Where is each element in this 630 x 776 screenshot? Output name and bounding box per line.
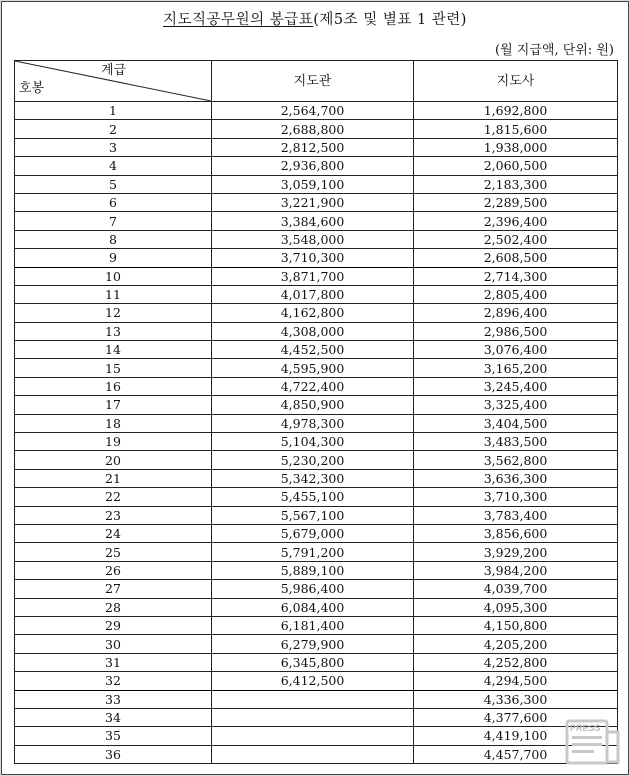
corner-header [15, 61, 212, 102]
jidogwan-cell [212, 727, 414, 745]
jidosa-cell: 4,150,800 [414, 616, 618, 634]
jidogwan-cell: 5,567,100 [212, 506, 414, 524]
jidosa-cell: 3,562,800 [414, 451, 618, 469]
table-row [15, 727, 618, 745]
table-row [15, 635, 618, 653]
step-cell: 21 [15, 469, 212, 487]
table-row [15, 193, 618, 211]
jidosa-cell: 4,419,100 [414, 727, 618, 745]
step-cell: 14 [15, 341, 212, 359]
jidosa-cell: 4,377,600 [414, 708, 618, 726]
step-cell: 12 [15, 304, 212, 322]
table-row [15, 543, 618, 561]
step-cell: 28 [15, 598, 212, 616]
table-row [15, 690, 618, 708]
step-cell: 5 [15, 175, 212, 193]
table-row [15, 120, 618, 138]
step-cell: 33 [15, 690, 212, 708]
jidosa-cell: 3,165,200 [414, 359, 618, 377]
jidogwan-cell [212, 745, 414, 763]
jidosa-cell: 4,095,300 [414, 598, 618, 616]
step-cell: 20 [15, 451, 212, 469]
table-row [15, 414, 618, 432]
jidosa-cell: 3,404,500 [414, 414, 618, 432]
step-cell: 8 [15, 230, 212, 248]
jidosa-cell: 3,076,400 [414, 341, 618, 359]
table-row [15, 267, 618, 285]
jidogwan-cell: 3,059,100 [212, 175, 414, 193]
jidosa-cell: 1,815,600 [414, 120, 618, 138]
step-cell: 2 [15, 120, 212, 138]
step-cell: 32 [15, 672, 212, 690]
jidogwan-cell: 4,017,800 [212, 285, 414, 303]
jidogwan-cell: 6,412,500 [212, 672, 414, 690]
step-cell: 6 [15, 193, 212, 211]
jidogwan-cell: 3,221,900 [212, 193, 414, 211]
table-row [15, 175, 618, 193]
step-cell: 35 [15, 727, 212, 745]
jidogwan-cell: 3,710,300 [212, 249, 414, 267]
jidosa-cell: 3,783,400 [414, 506, 618, 524]
table-row [15, 469, 618, 487]
jidosa-cell: 2,396,400 [414, 212, 618, 230]
step-cell: 1 [15, 102, 212, 120]
step-cell: 24 [15, 524, 212, 542]
jidogwan-cell: 5,791,200 [212, 543, 414, 561]
jidosa-cell: 4,336,300 [414, 690, 618, 708]
table-row [15, 433, 618, 451]
table-row [15, 396, 618, 414]
jidogwan-cell: 4,978,300 [212, 414, 414, 432]
title-main: 지도직공무원의 봉급표 [163, 12, 314, 28]
jidosa-cell: 4,294,500 [414, 672, 618, 690]
table-row [15, 708, 618, 726]
jidogwan-cell: 5,986,400 [212, 580, 414, 598]
table-row [15, 745, 618, 763]
jidosa-cell: 2,060,500 [414, 157, 618, 175]
document-page [1, 1, 629, 775]
table-row [15, 580, 618, 598]
jidogwan-cell: 2,688,800 [212, 120, 414, 138]
jidogwan-cell: 5,230,200 [212, 451, 414, 469]
jidogwan-cell [212, 690, 414, 708]
table-row [15, 304, 618, 322]
table-row [15, 451, 618, 469]
step-cell: 31 [15, 653, 212, 671]
table-row [15, 102, 618, 120]
table-row [15, 377, 618, 395]
jidogwan-cell: 4,850,900 [212, 396, 414, 414]
jidosa-cell: 2,896,400 [414, 304, 618, 322]
table-row [15, 561, 618, 579]
jidogwan-cell: 2,564,700 [212, 102, 414, 120]
jidosa-cell: 4,252,800 [414, 653, 618, 671]
jidosa-cell: 3,929,200 [414, 543, 618, 561]
table-body [15, 102, 618, 764]
jidogwan-cell: 3,384,600 [212, 212, 414, 230]
jidosa-cell: 2,714,300 [414, 267, 618, 285]
jidogwan-cell: 5,889,100 [212, 561, 414, 579]
jidosa-cell: 2,608,500 [414, 249, 618, 267]
jidogwan-cell: 4,308,000 [212, 322, 414, 340]
table-row [15, 322, 618, 340]
step-cell: 11 [15, 285, 212, 303]
jidosa-cell: 2,502,400 [414, 230, 618, 248]
table-row [15, 138, 618, 156]
column-header-jidogwan: 지도관 [212, 61, 414, 102]
table-row [15, 506, 618, 524]
jidogwan-cell: 4,595,900 [212, 359, 414, 377]
jidogwan-cell [212, 708, 414, 726]
table-row [15, 616, 618, 634]
step-cell: 13 [15, 322, 212, 340]
jidosa-cell: 3,636,300 [414, 469, 618, 487]
jidogwan-cell: 4,722,400 [212, 377, 414, 395]
corner-step-label: 호봉 [19, 81, 45, 96]
jidogwan-cell: 3,548,000 [212, 230, 414, 248]
jidosa-cell: 1,692,800 [414, 102, 618, 120]
step-cell: 15 [15, 359, 212, 377]
step-cell: 30 [15, 635, 212, 653]
jidogwan-cell: 5,104,300 [212, 433, 414, 451]
jidogwan-cell: 6,084,400 [212, 598, 414, 616]
jidogwan-cell: 5,342,300 [212, 469, 414, 487]
jidosa-cell: 3,325,400 [414, 396, 618, 414]
jidogwan-cell: 4,452,500 [212, 341, 414, 359]
table-row [15, 230, 618, 248]
jidosa-cell: 3,710,300 [414, 488, 618, 506]
step-cell: 10 [15, 267, 212, 285]
page-title [2, 8, 628, 29]
step-cell: 36 [15, 745, 212, 763]
step-cell: 34 [15, 708, 212, 726]
step-cell: 7 [15, 212, 212, 230]
step-cell: 22 [15, 488, 212, 506]
table-row [15, 524, 618, 542]
table-row [15, 359, 618, 377]
table-row [15, 488, 618, 506]
table-row [15, 653, 618, 671]
jidosa-cell: 2,805,400 [414, 285, 618, 303]
table-row [15, 598, 618, 616]
jidosa-cell: 2,986,500 [414, 322, 618, 340]
jidogwan-cell: 6,345,800 [212, 653, 414, 671]
jidogwan-cell: 5,679,000 [212, 524, 414, 542]
salary-table [14, 60, 618, 764]
step-cell: 19 [15, 433, 212, 451]
step-cell: 3 [15, 138, 212, 156]
jidosa-cell: 3,984,200 [414, 561, 618, 579]
table-row [15, 672, 618, 690]
table-header-row [15, 61, 618, 102]
step-cell: 18 [15, 414, 212, 432]
table-row [15, 157, 618, 175]
table-row [15, 249, 618, 267]
title-reference: (제5조 및 별표 1 관련) [313, 12, 467, 28]
jidogwan-cell: 2,936,800 [212, 157, 414, 175]
jidosa-cell: 4,205,200 [414, 635, 618, 653]
jidogwan-cell: 2,812,500 [212, 138, 414, 156]
jidogwan-cell: 5,455,100 [212, 488, 414, 506]
step-cell: 29 [15, 616, 212, 634]
step-cell: 16 [15, 377, 212, 395]
table-row [15, 285, 618, 303]
table-row [15, 341, 618, 359]
step-cell: 23 [15, 506, 212, 524]
jidosa-cell: 4,457,700 [414, 745, 618, 763]
jidosa-cell: 2,289,500 [414, 193, 618, 211]
jidosa-cell: 4,039,700 [414, 580, 618, 598]
step-cell: 25 [15, 543, 212, 561]
jidosa-cell: 1,938,000 [414, 138, 618, 156]
step-cell: 4 [15, 157, 212, 175]
jidosa-cell: 2,183,300 [414, 175, 618, 193]
jidosa-cell: 3,483,500 [414, 433, 618, 451]
jidosa-cell: 3,856,600 [414, 524, 618, 542]
corner-grade-label: 계급 [101, 63, 127, 78]
step-cell: 27 [15, 580, 212, 598]
column-header-jidosa: 지도사 [414, 61, 618, 102]
press-stamp-icon [564, 718, 622, 768]
step-cell: 9 [15, 249, 212, 267]
jidogwan-cell: 3,871,700 [212, 267, 414, 285]
step-cell: 17 [15, 396, 212, 414]
jidogwan-cell: 6,181,400 [212, 616, 414, 634]
unit-note: (월 지급액, 단위: 원) [495, 43, 614, 58]
jidosa-cell: 3,245,400 [414, 377, 618, 395]
jidogwan-cell: 6,279,900 [212, 635, 414, 653]
jidogwan-cell: 4,162,800 [212, 304, 414, 322]
step-cell: 26 [15, 561, 212, 579]
stamp-label: PRESS [570, 723, 601, 733]
table-row [15, 212, 618, 230]
